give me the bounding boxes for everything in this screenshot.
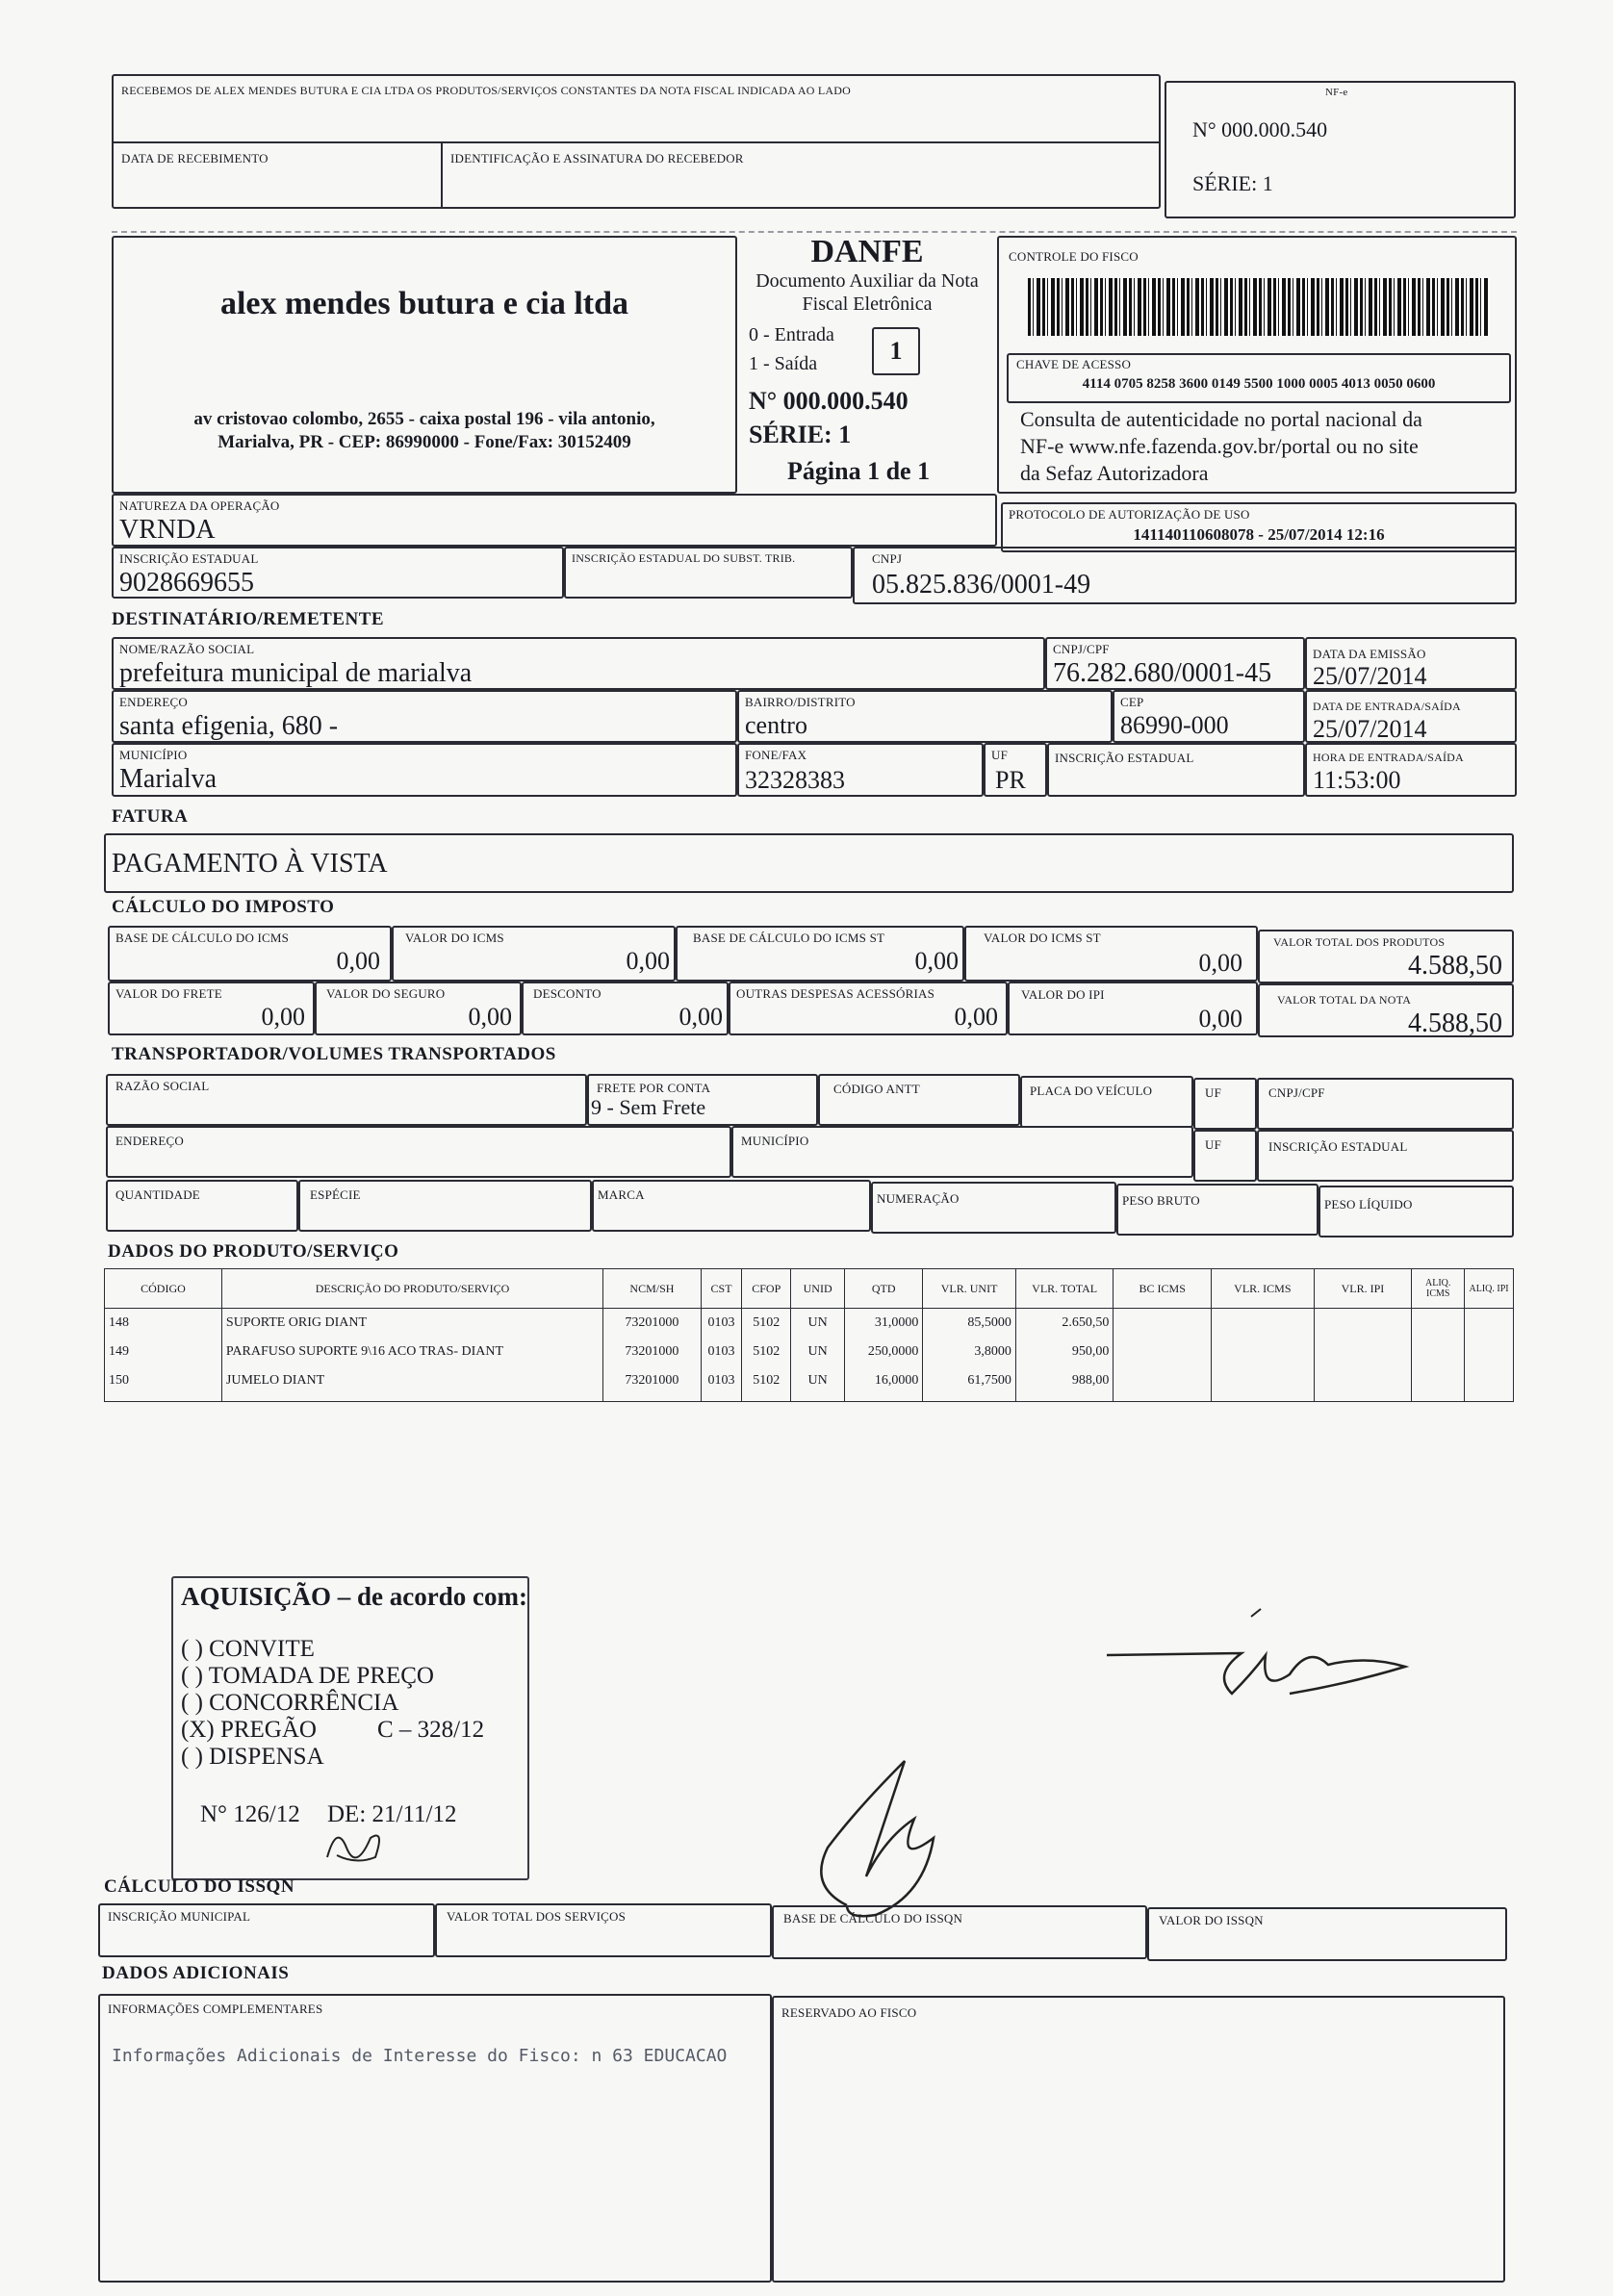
io-time-label: HORA DE ENTRADA/SAÍDA xyxy=(1313,751,1464,764)
io-date-label: DATA DE ENTRADA/SAÍDA xyxy=(1313,700,1461,713)
products-header-col-code: CÓDIGO xyxy=(105,1269,222,1309)
products-cell-col-ipi xyxy=(1314,1309,1412,1339)
products-cell-col-aliq-ipi xyxy=(1465,1338,1514,1366)
receipt-date-label: DATA DE RECEBIMENTO xyxy=(121,151,269,166)
stamp-number: N° 126/12 xyxy=(200,1801,300,1827)
danfe-subtitle-1: Documento Auxiliar da Nota xyxy=(755,270,979,292)
recipient-city-box xyxy=(112,743,737,797)
issqn-base-box xyxy=(772,1905,1147,1959)
products-cell-col-ncm: 73201000 xyxy=(603,1366,702,1395)
danfe-block xyxy=(737,236,997,494)
issuer-address-2: Marialva, PR - CEP: 86990000 - Fone/Fax: 30152409 xyxy=(218,432,631,452)
recipient-cep-value: 86990-000 xyxy=(1120,711,1229,739)
issqn-municipal-box xyxy=(98,1903,435,1957)
volume-gross-label: PESO BRUTO xyxy=(1122,1193,1200,1208)
carrier-uf2-box xyxy=(1193,1130,1257,1182)
products-cell-col-total: 950,00 xyxy=(1015,1338,1114,1366)
recipient-address-box xyxy=(112,690,737,743)
products-cell-col-icms xyxy=(1212,1366,1315,1395)
freight-label: VALOR DO FRETE xyxy=(115,986,222,1001)
ie-st-label: INSCRIÇÃO ESTADUAL DO SUBST. TRIB. xyxy=(572,551,796,565)
cnpj-box xyxy=(853,547,1517,604)
products-cell-col-aliq-icms xyxy=(1412,1366,1465,1395)
recipient-cnpj-value: 76.282.680/0001-45 xyxy=(1053,658,1272,688)
receipt-nfe-box xyxy=(1165,81,1516,218)
freight-mode-value: 9 - Sem Frete xyxy=(591,1095,706,1119)
products-header-col-ipi: VLR. IPI xyxy=(1314,1269,1412,1309)
products-cell-col-cst: 0103 xyxy=(701,1366,742,1395)
products-cell-col-qty: 250,0000 xyxy=(845,1338,923,1366)
fisco-consult-3: da Sefaz Autorizadora xyxy=(1020,461,1209,485)
products-cell-col-cfop: 5102 xyxy=(742,1338,791,1366)
receipt-nfe-label: NF-e xyxy=(1325,87,1348,98)
danfe-type-box xyxy=(872,327,920,375)
total-products-value: 4.588,50 xyxy=(1408,951,1502,981)
products-header-col-icms: VLR. ICMS xyxy=(1212,1269,1315,1309)
recipient-cnpj-label: CNPJ/CPF xyxy=(1053,642,1110,656)
products-header-col-description: DESCRIÇÃO DO PRODUTO/SERVIÇO xyxy=(221,1269,602,1309)
products-cell-col-ipi xyxy=(1314,1338,1412,1366)
plate-box xyxy=(1020,1076,1193,1128)
ie-st-box xyxy=(564,547,853,599)
volume-species-box xyxy=(298,1180,592,1232)
total-box xyxy=(1258,983,1514,1037)
base-icms-st-label: BASE DE CÁLCULO DO ICMS ST xyxy=(693,931,885,945)
carrier-uf2-label: UF xyxy=(1205,1137,1222,1152)
recipient-city-label: MUNICÍPIO xyxy=(119,748,188,762)
transport-section-title: TRANSPORTADOR/VOLUMES TRANSPORTADOS xyxy=(112,1044,556,1064)
products-cell-col-ncm: 73201000 xyxy=(603,1338,702,1366)
recipient-address-value: santa efigenia, 680 - xyxy=(119,711,339,741)
products-cell-col-ipi xyxy=(1314,1366,1412,1395)
danfe-entry: 0 - Entrada xyxy=(749,324,834,345)
base-icms-label: BASE DE CÁLCULO DO ICMS xyxy=(115,931,290,945)
receipt-signature-label: IDENTIFICAÇÃO E ASSINATURA DO RECEBEDOR xyxy=(450,151,744,166)
recipient-ie-label: INSCRIÇÃO ESTADUAL xyxy=(1055,751,1194,765)
products-cell-col-description: PARAFUSO SUPORTE 9\16 ACO TRAS- DIANT xyxy=(221,1338,602,1366)
carrier-ie-label: INSCRIÇÃO ESTADUAL xyxy=(1268,1139,1408,1154)
products-cell-col-code: 149 xyxy=(105,1338,222,1366)
receipt-box xyxy=(112,74,1161,209)
recipient-district-box xyxy=(737,690,1113,743)
icms-st-box xyxy=(964,926,1258,982)
stamp-opt-1: ( ) CONVITE xyxy=(181,1636,315,1662)
receipt-series: SÉRIE: 1 xyxy=(1192,171,1273,195)
io-date-box xyxy=(1305,690,1517,743)
ie-box xyxy=(112,547,564,599)
issqn-services-label: VALOR TOTAL DOS SERVIÇOS xyxy=(447,1909,627,1924)
emission-box xyxy=(1305,637,1517,690)
stamp-opt-4-ref: C – 328/12 xyxy=(377,1717,485,1743)
volume-brand-label: MARCA xyxy=(598,1187,645,1202)
danfe-number: N° 000.000.540 xyxy=(749,387,909,415)
products-cell-col-cst: 0103 xyxy=(701,1338,742,1366)
access-key-box xyxy=(1007,353,1511,403)
products-header-col-unit-price: VLR. UNIT xyxy=(923,1269,1016,1309)
products-cell-col-code: 148 xyxy=(105,1309,222,1339)
invoice-section-title: FATURA xyxy=(112,806,189,827)
issqn-base-label: BASE DE CÁLCULO DO ISSQN xyxy=(783,1911,963,1926)
reserved-box xyxy=(772,1996,1505,2283)
stamp-date: DE: 21/11/12 xyxy=(327,1801,457,1827)
base-icms-box xyxy=(108,926,392,982)
ipi-value: 0,00 xyxy=(1198,1005,1242,1033)
products-cell-col-aliq-ipi xyxy=(1465,1366,1514,1395)
recipient-name-label: NOME/RAZÃO SOCIAL xyxy=(119,642,255,656)
products-header-col-qty: QTD xyxy=(845,1269,923,1309)
products-header-col-aliq-ipi: ALIQ. IPI xyxy=(1465,1269,1514,1309)
base-icms-value: 0,00 xyxy=(336,947,380,975)
other-box xyxy=(729,982,1008,1035)
stamp-opt-2: ( ) TOMADA DE PREÇO xyxy=(181,1663,434,1689)
table-filler-row xyxy=(105,1395,1514,1402)
recipient-cnpj-box xyxy=(1045,637,1305,690)
products-cell-col-description: SUPORTE ORIG DIANT xyxy=(221,1309,602,1339)
products-cell-col-aliq-ipi xyxy=(1465,1309,1514,1339)
recipient-ie-box xyxy=(1047,743,1305,797)
io-time-box xyxy=(1305,743,1517,797)
products-filler-cell xyxy=(742,1395,791,1402)
volume-gross-box xyxy=(1116,1184,1319,1236)
additional-info-value: Informações Adicionais de Interesse do Fisco: n 63 EDUCACAO xyxy=(112,2046,728,2066)
receipt-statement: RECEBEMOS DE ALEX MENDES BUTURA E CIA LTDA OS PRODUTOS/SERVIÇOS CONSTANTES DA NOTA FISCAL INDICADA AO LADO xyxy=(121,84,851,97)
products-cell-col-description: JUMELO DIANT xyxy=(221,1366,602,1395)
stamp-initials-scribble xyxy=(318,1819,395,1867)
products-filler-cell xyxy=(1114,1395,1212,1402)
access-key-value: 4114 0705 8258 3600 0149 5500 1000 0005 4013 0050 0600 xyxy=(1082,376,1436,392)
products-cell-col-icms xyxy=(1212,1309,1315,1339)
volume-numbering-label: NUMERAÇÃO xyxy=(877,1191,960,1206)
carrier-address-box xyxy=(106,1126,731,1178)
products-header-row xyxy=(105,1269,1514,1309)
receipt-divider xyxy=(114,141,1159,143)
recipient-phone-label: FONE/FAX xyxy=(745,748,807,762)
fisco-consult-1: Consulta de autenticidade no portal nacional da xyxy=(1020,407,1422,431)
protocol-value: 141140110608078 - 25/07/2014 12:16 xyxy=(1133,525,1385,544)
carrier-address-label: ENDEREÇO xyxy=(115,1134,184,1148)
discount-box xyxy=(522,982,729,1035)
products-cell-col-aliq-icms xyxy=(1412,1338,1465,1366)
products-header-col-ncm: NCM/SH xyxy=(603,1269,702,1309)
other-label: OUTRAS DESPESAS ACESSÓRIAS xyxy=(736,986,935,1001)
products-cell-col-aliq-icms xyxy=(1412,1309,1465,1339)
products-cell-col-unit: UN xyxy=(791,1309,845,1339)
products-cell-col-icms xyxy=(1212,1338,1315,1366)
receipt-number: N° 000.000.540 xyxy=(1192,117,1328,141)
volume-qty-label: QUANTIDADE xyxy=(115,1187,200,1202)
stamp-title: AQUISIÇÃO – de acordo com: xyxy=(181,1582,527,1611)
products-cell-col-total: 2.650,50 xyxy=(1015,1309,1114,1339)
discount-label: DESCONTO xyxy=(533,986,602,1001)
volume-net-label: PESO LÍQUIDO xyxy=(1324,1197,1413,1212)
ipi-box xyxy=(1008,982,1258,1035)
products-cell-col-unit-price: 61,7500 xyxy=(923,1366,1016,1395)
products-cell-col-cfop: 5102 xyxy=(742,1366,791,1395)
products-filler-cell xyxy=(105,1395,222,1402)
fisco-consult-2: NF-e www.nfe.fazenda.gov.br/portal ou no site xyxy=(1020,434,1419,458)
base-icms-st-value: 0,00 xyxy=(914,947,959,975)
recipient-uf-label: UF xyxy=(991,748,1009,762)
issqn-value-box xyxy=(1147,1907,1507,1961)
stamp-opt-5: ( ) DISPENSA xyxy=(181,1744,324,1770)
additional-section-title: DADOS ADICIONAIS xyxy=(102,1963,290,1983)
freight-mode-box xyxy=(587,1074,818,1126)
insurance-label: VALOR DO SEGURO xyxy=(326,986,446,1001)
products-cell-col-code: 150 xyxy=(105,1366,222,1395)
products-header-col-cst: CST xyxy=(701,1269,742,1309)
carrier-uf-label: UF xyxy=(1205,1085,1222,1100)
volume-brand-box xyxy=(592,1180,871,1232)
table-row xyxy=(105,1309,1514,1339)
nature-label: NATUREZA DA OPERAÇÃO xyxy=(119,498,280,513)
recipient-address-label: ENDEREÇO xyxy=(119,695,188,709)
recipient-city-value: Marialva xyxy=(119,764,218,794)
danfe-exit: 1 - Saída xyxy=(749,353,818,374)
icms-st-label: VALOR DO ICMS ST xyxy=(984,931,1101,945)
recipient-cep-label: CEP xyxy=(1120,695,1144,709)
danfe-title: DANFE xyxy=(810,234,924,269)
antt-box xyxy=(818,1074,1020,1126)
plate-label: PLACA DO VEÍCULO xyxy=(1030,1084,1153,1098)
issqn-section-title: CÁLCULO DO ISSQN xyxy=(104,1876,295,1897)
ie-value: 9028669655 xyxy=(119,568,254,598)
carrier-cnpj-label: CNPJ/CPF xyxy=(1268,1085,1325,1100)
cnpj-value: 05.825.836/0001-49 xyxy=(872,570,1091,600)
issuer-name: alex mendes butura e cia ltda xyxy=(219,286,629,321)
products-filler-cell xyxy=(1314,1395,1412,1402)
issqn-services-box xyxy=(435,1903,772,1957)
table-row xyxy=(105,1338,1514,1366)
products-cell-col-unit: UN xyxy=(791,1366,845,1395)
ipi-label: VALOR DO IPI xyxy=(1021,987,1105,1002)
barcode-image xyxy=(1028,278,1490,336)
danfe-type-value: 1 xyxy=(889,337,903,365)
products-section-title: DADOS DO PRODUTO/SERVIÇO xyxy=(108,1241,399,1262)
carrier-name-label: RAZÃO SOCIAL xyxy=(115,1079,210,1093)
products-body xyxy=(105,1309,1514,1402)
products-filler-cell xyxy=(845,1395,923,1402)
products-header-col-total: VLR. TOTAL xyxy=(1015,1269,1114,1309)
recipient-name-box xyxy=(112,637,1045,690)
products-filler-cell xyxy=(221,1395,602,1402)
cnpj-label: CNPJ xyxy=(872,551,903,566)
icms-box xyxy=(392,926,676,982)
products-filler-cell xyxy=(923,1395,1016,1402)
carrier-ie-box xyxy=(1257,1130,1514,1182)
carrier-city-box xyxy=(731,1126,1193,1178)
table-row xyxy=(105,1366,1514,1395)
stamp-opt-3: ( ) CONCORRÊNCIA xyxy=(181,1690,399,1716)
total-products-label: VALOR TOTAL DOS PRODUTOS xyxy=(1273,935,1446,949)
stamp-opt-4: (X) PREGÃO xyxy=(181,1717,317,1743)
recipient-district-value: centro xyxy=(745,711,807,739)
signature-left xyxy=(789,1732,982,1925)
io-date-value: 25/07/2014 xyxy=(1313,715,1427,743)
recipient-uf-box xyxy=(984,743,1047,797)
products-cell-col-bc-icms xyxy=(1114,1338,1212,1366)
volume-qty-box xyxy=(106,1180,298,1232)
ie-label: INSCRIÇÃO ESTADUAL xyxy=(119,551,259,566)
additional-info-label: INFORMAÇÕES COMPLEMENTARES xyxy=(108,2002,323,2016)
icms-label: VALOR DO ICMS xyxy=(405,931,504,945)
icms-value: 0,00 xyxy=(626,947,670,975)
products-filler-cell xyxy=(701,1395,742,1402)
products-table xyxy=(104,1268,1514,1402)
products-header-col-unit: UNID xyxy=(791,1269,845,1309)
tax-section-title: CÁLCULO DO IMPOSTO xyxy=(112,897,335,917)
antt-label: CÓDIGO ANTT xyxy=(833,1082,920,1096)
cut-line xyxy=(112,231,1517,233)
issqn-municipal-label: INSCRIÇÃO MUNICIPAL xyxy=(108,1909,251,1924)
products-header-col-aliq-icms: ALIQ. ICMS xyxy=(1412,1269,1465,1309)
recipient-phone-box xyxy=(737,743,984,797)
products-cell-col-qty: 16,0000 xyxy=(845,1366,923,1395)
products-filler-cell xyxy=(603,1395,702,1402)
fisco-box xyxy=(997,236,1517,494)
invoice-value: PAGAMENTO À VISTA xyxy=(112,849,388,879)
additional-info-box xyxy=(98,1994,772,2283)
carrier-cnpj-box xyxy=(1257,1078,1514,1130)
receipt-vdivider xyxy=(441,141,443,209)
invoice-box xyxy=(104,833,1514,893)
total-label: VALOR TOTAL DA NOTA xyxy=(1277,993,1412,1007)
other-value: 0,00 xyxy=(954,1003,998,1031)
recipient-district-label: BAIRRO/DISTRITO xyxy=(745,695,856,709)
products-filler-cell xyxy=(791,1395,845,1402)
recipient-cep-box xyxy=(1113,690,1305,743)
signature-right xyxy=(1097,1597,1444,1732)
insurance-box xyxy=(315,982,522,1035)
recipient-uf-value: PR xyxy=(995,766,1026,794)
danfe-page: Página 1 de 1 xyxy=(787,457,931,485)
protocol-box xyxy=(1001,502,1517,552)
base-icms-st-box xyxy=(676,926,964,982)
products-cell-col-cst: 0103 xyxy=(701,1309,742,1339)
total-products-box xyxy=(1258,930,1514,983)
reserved-label: RESERVADO AO FISCO xyxy=(781,2005,917,2020)
products-cell-col-cfop: 5102 xyxy=(742,1309,791,1339)
recipient-name-value: prefeitura municipal de marialva xyxy=(119,658,473,688)
carrier-city-label: MUNICÍPIO xyxy=(741,1134,809,1148)
emission-label: DATA DA EMISSÃO xyxy=(1313,647,1426,661)
danfe-series: SÉRIE: 1 xyxy=(749,421,852,448)
products-filler-cell xyxy=(1412,1395,1465,1402)
products-cell-col-unit-price: 3,8000 xyxy=(923,1338,1016,1366)
products-cell-col-bc-icms xyxy=(1114,1366,1212,1395)
protocol-label: PROTOCOLO DE AUTORIZAÇÃO DE USO xyxy=(1009,507,1250,522)
products-cell-col-bc-icms xyxy=(1114,1309,1212,1339)
danfe-subtitle-2: Fiscal Eletrônica xyxy=(802,293,933,315)
products-header-col-cfop: CFOP xyxy=(742,1269,791,1309)
carrier-uf-box xyxy=(1193,1078,1257,1130)
products-cell-col-unit-price: 85,5000 xyxy=(923,1309,1016,1339)
nature-value: VRNDA xyxy=(119,515,216,545)
products-cell-col-unit: UN xyxy=(791,1338,845,1366)
volume-net-box xyxy=(1319,1186,1514,1237)
carrier-name-box xyxy=(106,1074,587,1126)
fisco-control-label: CONTROLE DO FISCO xyxy=(1009,249,1139,264)
products-cell-col-total: 988,00 xyxy=(1015,1366,1114,1395)
issuer-address-1: av cristovao colombo, 2655 - caixa postal 196 - vila antonio, xyxy=(193,409,655,429)
products-filler-cell xyxy=(1465,1395,1514,1402)
products-cell-col-ncm: 73201000 xyxy=(603,1309,702,1339)
acquisition-stamp xyxy=(171,1576,529,1880)
insurance-value: 0,00 xyxy=(468,1003,512,1031)
recipient-section-title: DESTINATÁRIO/REMETENTE xyxy=(112,609,385,629)
products-filler-cell xyxy=(1015,1395,1114,1402)
products-cell-col-qty: 31,0000 xyxy=(845,1309,923,1339)
freight-mode-label: FRETE POR CONTA xyxy=(597,1081,711,1095)
issuer-box xyxy=(112,236,737,494)
volume-species-label: ESPÉCIE xyxy=(310,1187,361,1202)
products-header-col-bc-icms: BC ICMS xyxy=(1114,1269,1212,1309)
discount-value: 0,00 xyxy=(678,1003,723,1031)
emission-value: 25/07/2014 xyxy=(1313,662,1427,690)
nature-box xyxy=(112,494,997,547)
volume-numbering-box xyxy=(871,1182,1116,1234)
icms-st-value: 0,00 xyxy=(1198,949,1242,977)
products-filler-cell xyxy=(1212,1395,1315,1402)
freight-value: 0,00 xyxy=(261,1003,305,1031)
access-key-label: CHAVE DE ACESSO xyxy=(1016,357,1132,371)
freight-box xyxy=(108,982,315,1035)
recipient-phone-value: 32328383 xyxy=(745,766,845,794)
io-time-value: 11:53:00 xyxy=(1313,766,1401,794)
issqn-value-label: VALOR DO ISSQN xyxy=(1159,1913,1264,1927)
total-value: 4.588,50 xyxy=(1408,1008,1502,1038)
